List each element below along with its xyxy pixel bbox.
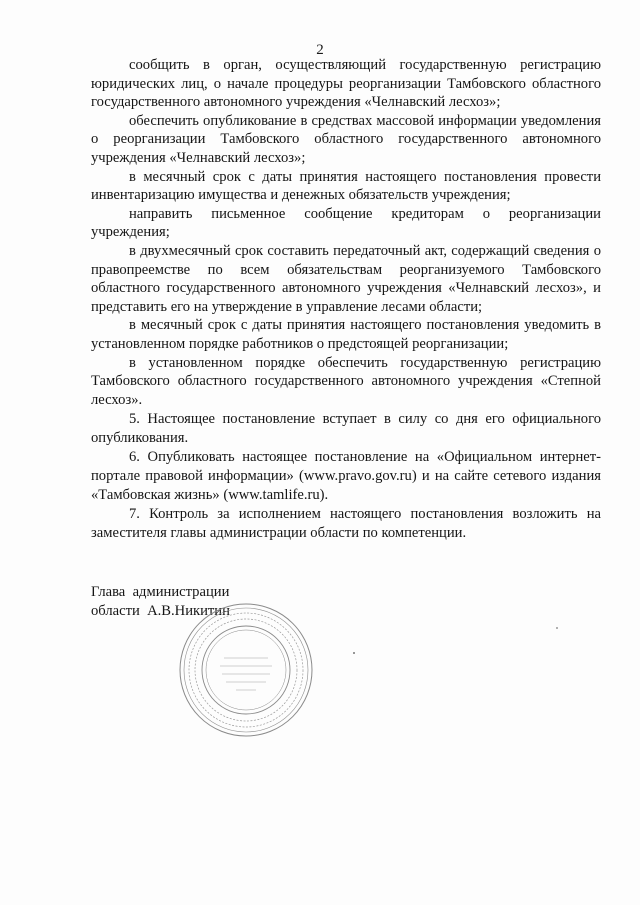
paragraph-registration: в установленном порядке обеспечить государственную регистрацию Тамбовского областного государственного автономного учреждения «Степной лесхоз». [91, 354, 601, 408]
signature-name: области А.В.Никитин [91, 602, 230, 619]
scan-speck [353, 652, 355, 654]
paragraph-inventory: в месячный срок с даты принятия настоящего постановления провести инвентаризацию имущества и денежных обязательств учреждения; [91, 168, 601, 204]
paragraph-creditors: направить письменное сообщение кредиторам о реорганизации учреждения; [91, 205, 601, 241]
scan-speck [556, 627, 558, 629]
clause-7: 7. Контроль за исполнением настоящего постановления возложить на заместителя главы администрации области по компетенции. [91, 506, 601, 541]
clause-6: 6. Опубликовать настоящее постановление на «Официальном интернет-портале правовой информации» (www.pravo.gov.ru) и на сайте сетевого издания «Тамбовская жизнь» (www.tamlife.ru). [91, 449, 601, 503]
paragraph-transfer-act: в двухмесячный срок составить передаточный акт, содержащий сведения о правопреемстве по всем обязательствам реорганизуемого Тамбовского областного государственного автономного учреждения «Челнавский лесхоз», и представить его на утверждение в управление лесами области; [91, 242, 601, 315]
paragraph-notify-employees: в месячный срок с даты принятия настоящего постановления уведомить в установленном порядке работников о предстоящей реорганизации; [91, 317, 601, 352]
signature-title: Глава администрации [91, 584, 230, 600]
clause-5: 5. Настоящее постановление вступает в силу со дня его официального опубликования. [91, 411, 601, 446]
page-number: 2 [316, 42, 324, 58]
paragraph-notify-registration: сообщить в орган, осуществляющий государственную регистрацию юридических лиц, о начале процедуры реорганизации Тамбовского областного государственного автономного учреждения «Челнавский лесхоз»; [91, 57, 601, 111]
document-body [91, 56, 601, 542]
official-seal-icon [176, 600, 316, 740]
paragraph-publish-notice: обеспечить опубликование в средствах массовой информации уведомления о реорганизации Тамбовского областного государственного автономного учреждения «Челнавский лесхоз»; [91, 112, 601, 166]
